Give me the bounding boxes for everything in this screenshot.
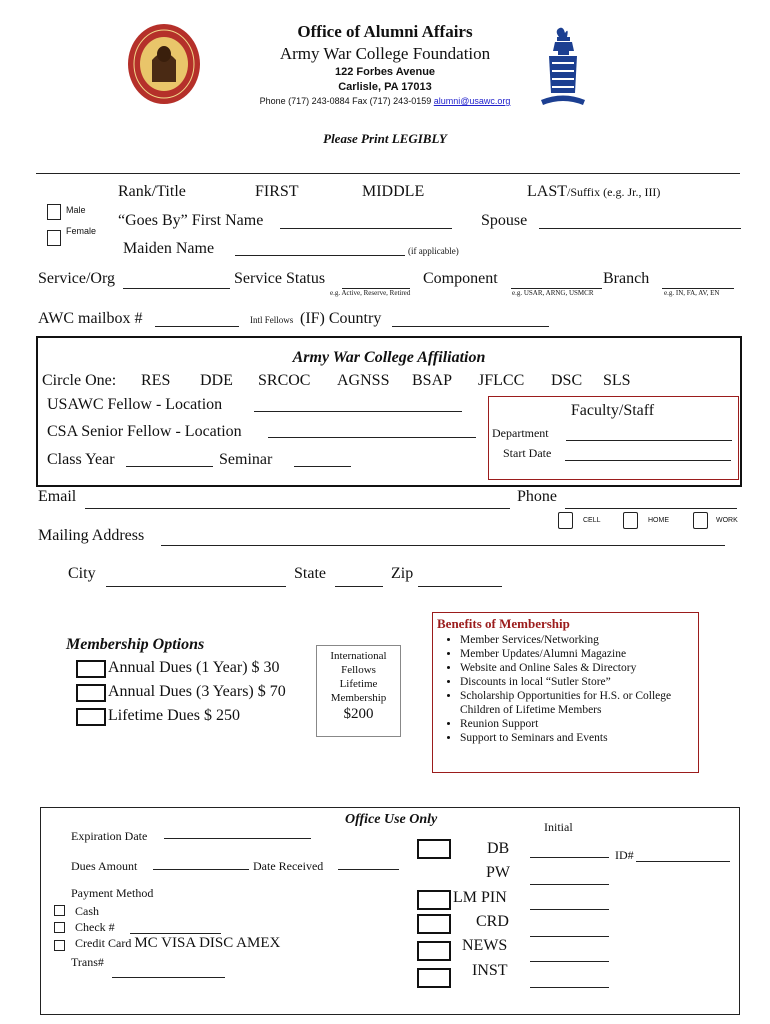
inst-initial-field[interactable] <box>530 987 609 988</box>
lm-pin-checkbox[interactable] <box>417 890 451 910</box>
id-label: ID# <box>615 848 634 862</box>
rank-title-label: Rank/Title <box>118 183 186 200</box>
intl-line-3: Lifetime <box>339 678 378 690</box>
first-label: FIRST <box>255 183 299 200</box>
news-initial-field[interactable] <box>530 961 609 962</box>
news-checkbox[interactable] <box>417 941 451 961</box>
crd-initial-field[interactable] <box>530 936 609 937</box>
contact-line <box>220 96 550 106</box>
goes-by-field[interactable] <box>280 228 452 229</box>
suffix-hint: /Suffix (e.g. Jr., III) <box>567 185 661 199</box>
seminar-field[interactable] <box>294 466 351 467</box>
benefits-title: Benefits of Membership <box>437 616 570 631</box>
intl-line-4: Membership <box>330 692 387 704</box>
work-label: WORK <box>716 517 738 524</box>
service-status-hint: e.g. Active, Reserve, Retired <box>330 289 411 297</box>
benefits-list-container <box>438 633 696 745</box>
maiden-name-field[interactable] <box>235 255 405 256</box>
office-title: Office of Alumni Affairs <box>297 22 473 41</box>
home-checkbox[interactable] <box>623 512 638 529</box>
credit-card-label <box>75 935 280 952</box>
female-checkbox[interactable] <box>47 230 61 246</box>
phone-label: Phone <box>517 488 557 505</box>
intl-price: $200 <box>343 706 374 722</box>
expiration-date-label: Expiration Date <box>71 829 148 843</box>
department-field[interactable] <box>566 440 732 441</box>
csa-fellow-location-field[interactable] <box>268 437 476 438</box>
benefit-item: • Member Services/Networking <box>460 633 696 647</box>
city-field[interactable] <box>106 586 286 587</box>
intl-fellows-label: Intl Fellows <box>250 315 294 325</box>
inst-checkbox[interactable] <box>417 968 451 988</box>
mailing-address-field[interactable] <box>161 545 725 546</box>
branch-label: Branch <box>603 270 650 287</box>
street-address: 122 Forbes Avenue <box>334 66 436 78</box>
affiliation-option-bsap[interactable]: BSAP <box>412 372 453 389</box>
affiliation-option-dsc[interactable]: DSC <box>551 372 583 389</box>
cell-label: CELL <box>583 517 601 524</box>
membership-options-title: Membership Options <box>66 636 205 653</box>
credit-card-text: Credit Card <box>75 936 132 950</box>
awc-mailbox-field[interactable] <box>155 326 239 327</box>
faculty-staff-title: Faculty/Staff <box>570 402 655 419</box>
payment-method-label: Payment Method <box>71 886 154 900</box>
pw-initial-field[interactable] <box>530 884 609 885</box>
seminar-label: Seminar <box>219 451 273 468</box>
lifetime-dues-checkbox[interactable] <box>76 708 106 726</box>
db-label: DB <box>487 840 510 857</box>
lifetime-dues-label: Lifetime Dues $ 250 <box>108 707 240 724</box>
service-status-label: Service Status <box>234 270 326 287</box>
dues-amount-field[interactable] <box>153 869 249 870</box>
pw-label: PW <box>486 864 510 881</box>
usawc-fellow-location-field[interactable] <box>254 411 462 412</box>
inst-label: INST <box>472 962 508 979</box>
benefit-item: • Website and Online Sales & Directory <box>460 661 696 675</box>
foundation-name: Army War College Foundation <box>279 44 491 63</box>
spouse-label: Spouse <box>481 212 528 229</box>
if-country-label: (IF) Country <box>300 310 382 327</box>
start-date-field[interactable] <box>565 460 731 461</box>
maiden-name-label: Maiden Name <box>123 240 215 257</box>
state-field[interactable] <box>335 586 383 587</box>
if-country-field[interactable] <box>392 326 549 327</box>
affiliation-option-srcoc[interactable]: SRCOC <box>258 372 311 389</box>
affiliation-title: Army War College Affiliation <box>292 349 486 366</box>
db-initial-field[interactable] <box>530 857 609 858</box>
office-use-title: Office Use Only <box>345 812 438 827</box>
db-checkbox[interactable] <box>417 839 451 859</box>
intl-line-1: International <box>330 650 387 662</box>
if-applicable-hint: (if applicable) <box>408 246 459 256</box>
middle-label: MIDDLE <box>362 183 425 200</box>
circle-one-label: Circle One: <box>42 372 117 389</box>
dues-amount-label: Dues Amount <box>71 859 138 873</box>
last-label <box>527 183 660 201</box>
check-checkbox[interactable] <box>54 922 65 933</box>
annual-3-year-checkbox[interactable] <box>76 684 106 702</box>
component-hint: e.g. USAR, ARNG, USMCR <box>512 289 594 297</box>
lm-pin-label: LM PIN <box>453 889 507 906</box>
annual-3-year-label: Annual Dues (3 Years) $ 70 <box>108 683 286 700</box>
last-text: LAST <box>527 183 567 200</box>
alumni-email-link[interactable]: alumni@usawc.org <box>433 96 511 106</box>
benefit-item: • Scholarship Opportunities for H.S. or College Children of Lifetime Members <box>460 689 696 717</box>
initial-label: Initial <box>544 820 573 834</box>
intl-line-2: Fellows <box>341 664 376 676</box>
check-number-field[interactable] <box>130 933 221 934</box>
department-label: Department <box>492 426 549 440</box>
credit-card-checkbox[interactable] <box>54 940 65 951</box>
male-checkbox[interactable] <box>47 204 61 220</box>
phone-field[interactable] <box>565 508 737 509</box>
benefit-item: • Support to Seminars and Events <box>460 731 696 745</box>
city-label: City <box>68 565 96 582</box>
header-rule <box>36 173 740 174</box>
benefit-item: • Discounts in local “Sutler Store” <box>460 675 696 689</box>
service-org-field[interactable] <box>123 288 230 289</box>
annual-1-year-checkbox[interactable] <box>76 660 106 678</box>
date-received-field[interactable] <box>338 869 399 870</box>
awc-mailbox-label: AWC mailbox # <box>38 310 143 327</box>
print-legibly-note: Please Print LEGIBLY <box>323 131 447 146</box>
start-date-label: Start Date <box>503 446 552 460</box>
male-label: Male <box>66 205 86 215</box>
usawc-fellow-label: USAWC Fellow - Location <box>47 396 223 413</box>
city-state-zip: Carlisle, PA 17013 <box>338 81 432 93</box>
trans-field[interactable] <box>112 977 225 978</box>
date-received-label: Date Received <box>253 859 324 873</box>
benefit-item: • Member Updates/Alumni Magazine <box>460 647 696 661</box>
component-label: Component <box>423 270 498 287</box>
annual-1-year-label: Annual Dues (1 Year) $ 30 <box>108 659 280 676</box>
affiliation-option-res[interactable]: RES <box>141 372 171 389</box>
class-year-label: Class Year <box>47 451 115 468</box>
email-field[interactable] <box>85 508 510 509</box>
lm-pin-initial-field[interactable] <box>530 909 609 910</box>
state-label: State <box>294 565 326 582</box>
affiliation-option-sls[interactable]: SLS <box>603 372 631 389</box>
zip-label: Zip <box>391 565 414 582</box>
cash-label: Cash <box>75 904 99 918</box>
check-label: Check # <box>75 920 115 934</box>
branch-hint: e.g. IN, FA, AV, EN <box>664 289 720 297</box>
zip-field[interactable] <box>418 586 502 587</box>
work-checkbox[interactable] <box>693 512 708 529</box>
class-year-field[interactable] <box>126 466 213 467</box>
expiration-date-field[interactable] <box>164 838 311 839</box>
crd-checkbox[interactable] <box>417 914 451 934</box>
affiliation-option-dde[interactable]: DDE <box>200 372 233 389</box>
cell-checkbox[interactable] <box>558 512 573 529</box>
benefits-list <box>438 633 696 745</box>
email-label: Email <box>38 488 77 505</box>
crd-label: CRD <box>476 913 509 930</box>
mailing-address-label: Mailing Address <box>38 527 145 544</box>
id-field[interactable] <box>636 861 730 862</box>
benefit-item: • Reunion Support <box>460 717 696 731</box>
home-label: HOME <box>648 517 669 524</box>
affiliation-option-jflcc[interactable]: JFLCC <box>478 372 525 389</box>
phone-fax: Phone (717) 243-0884 Fax (717) 243-0159 <box>259 96 432 106</box>
news-label: NEWS <box>462 937 508 954</box>
awc-foundation-seal <box>126 22 202 106</box>
csa-fellow-label: CSA Senior Fellow - Location <box>47 423 242 440</box>
cash-checkbox[interactable] <box>54 905 65 916</box>
goes-by-label: “Goes By” First Name <box>118 212 264 229</box>
trans-label: Trans# <box>71 955 104 969</box>
card-types: MC VISA DISC AMEX <box>134 935 281 951</box>
service-org-label: Service/Org <box>38 270 116 287</box>
affiliation-option-agnss[interactable]: AGNSS <box>337 372 390 389</box>
spouse-field[interactable] <box>539 228 741 229</box>
female-label: Female <box>66 226 97 236</box>
